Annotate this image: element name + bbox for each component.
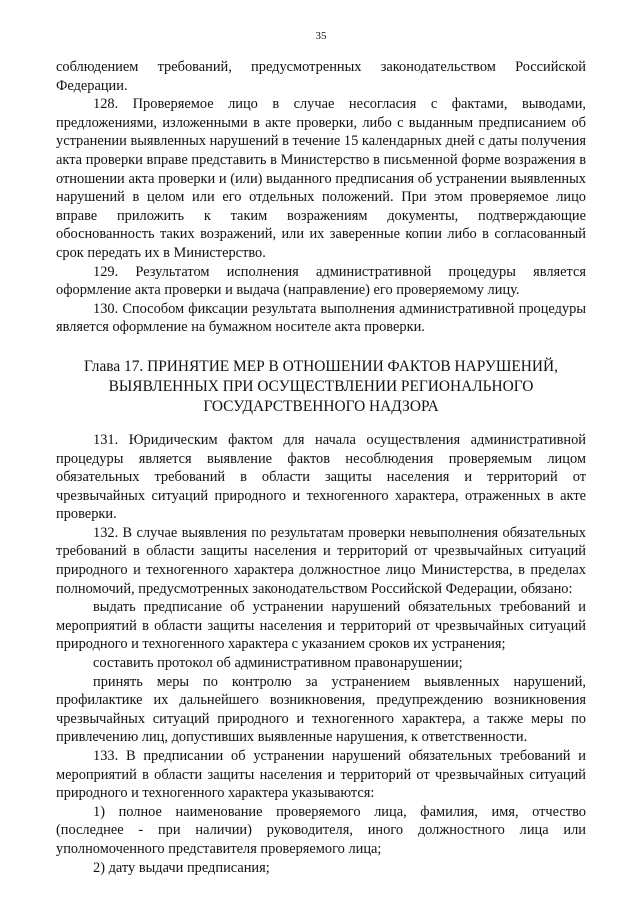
paragraph-130: 130. Способом фиксации результата выполнения административной процедуры является оформление на бумажном носителе акта проверки. — [56, 300, 586, 336]
document-body — [56, 58, 586, 877]
paragraph-132-item-prescription: выдать предписание об устранении нарушений обязательных требований и мероприятий в области защиты населения и территорий от чрезвычайных ситуаций природного и техногенного характера с указанием сроков их устранения; — [56, 599, 586, 653]
paragraph-132-item-measures: принять меры по контролю за устранением выявленных нарушений, профилактике их дальнейшего возникновения, предупреждению возникновения чрезвычайных ситуаций природного и техногенного характера, а также меры по привлечению лиц, допустивших выявленные нарушения, к ответственности. — [56, 673, 586, 746]
paragraph-133: 133. В предписании об устранении нарушений обязательных требований и мероприятий в области защиты населения и территорий от чрезвычайных ситуаций природного и техногенного характера указываются: — [56, 748, 586, 802]
chapter-heading-line-1: Глава 17. ПРИНЯТИЕ МЕР В ОТНОШЕНИИ ФАКТОВ НАРУШЕНИЙ, — [84, 357, 558, 375]
paragraph-132-item-protocol: составить протокол об административном правонарушении; — [93, 655, 463, 672]
paragraph-129: 129. Результатом исполнения административной процедуры является оформление акта проверки и выдача (направление) его проверяемому лицу. — [56, 263, 586, 299]
paragraph-128: 128. Проверяемое лицо в случае несогласия с фактами, выводами, предложениями, изложенными в акте проверки, либо с выданным предписанием об устранении выявленных нарушений в течение 15 календарных дней с даты получения акта проверки вправе представить в Министерство в письменной форме возражения в отношении акта проверки и (или) выданного предписания об устранении выявленных нарушений в целом или его отдельных положений. При этом проверяемое лицо вправе приложить к таким возражениям документы, подтверждающие обоснованность таких возражений, или их заверенные копии либо в согласованный срок передать их в Министерство. — [56, 96, 586, 261]
paragraph-131: 131. Юридическим фактом для начала осуществления административной процедуры является выявление фактов несоблюдения проверяемым лицом обязательных требований в области защиты населения и территорий от чрезвычайных ситуаций природного и техногенного характера, отраженных в акте проверки. — [56, 431, 586, 523]
paragraph-continuation: соблюдением требований, предусмотренных законодательством Российской Федерации. — [56, 59, 586, 94]
paragraph-132: 132. В случае выявления по результатам проверки невыполнения обязательных требований в области защиты населения и территорий от чрезвычайных ситуаций природного и техногенного характера должностное лицо Министерства, в пределах полномочий, предусмотренных законодательством Российской Федерации, обязано: — [56, 524, 586, 597]
chapter-heading — [56, 357, 586, 417]
chapter-heading-line-2: ВЫЯВЛЕННЫХ ПРИ ОСУЩЕСТВЛЕНИИ РЕГИОНАЛЬНОГО — [108, 377, 534, 395]
chapter-heading-line-3: ГОСУДАРСТВЕННОГО НАДЗОРА — [203, 397, 439, 415]
page-number: 35 — [315, 30, 327, 42]
paragraph-133-item-2: 2) дату выдачи предписания; — [93, 859, 270, 876]
paragraph-133-item-1: 1) полное наименование проверяемого лица, фамилия, имя, отчество (последнее - при наличии) руководителя, иного должностного лица или уполномоченного представителя проверяемого лица; — [56, 803, 586, 857]
